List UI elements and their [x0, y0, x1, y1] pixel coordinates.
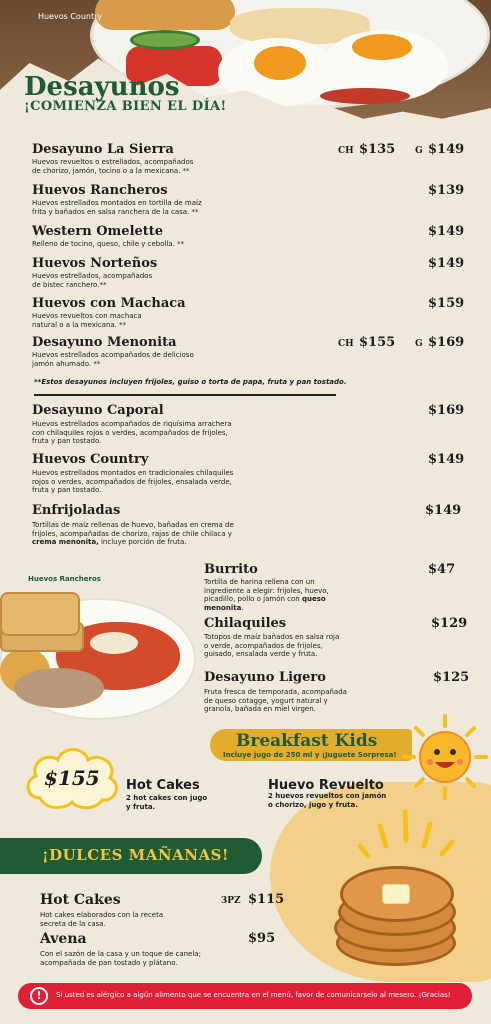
- kids-item-desc: 2 hot cakes con jugo y fruta.: [126, 794, 208, 811]
- kids-subtitle: Incluye jugo de 250 ml y ¡Juguete Sorpresa!: [223, 751, 397, 759]
- egg-image: [90, 632, 138, 654]
- menu-item-desc: Relleno de tocino, queso, chile y cebolla. **: [32, 240, 185, 248]
- bread-image: [95, 0, 235, 30]
- kids-item-name: Hot Cakes: [126, 778, 200, 793]
- size-label-g: G: [415, 339, 423, 349]
- toast-image: [0, 592, 80, 636]
- menu-item-price: $47: [428, 562, 456, 577]
- menu-item-name: Desayuno Ligero: [204, 670, 326, 685]
- egg-yolk-image: [254, 46, 306, 80]
- menu-item-name: Hot Cakes: [40, 892, 121, 908]
- menu-item-name: Huevos Country: [32, 452, 149, 467]
- size-label-ch: CH: [338, 146, 354, 156]
- menu-item-name: Desayuno La Sierra: [32, 142, 174, 157]
- menu-item-desc: Huevos revueltos o estrellados, acompañados de chorizo, jamón, tocino o a la mexicana. **: [32, 158, 194, 175]
- menu-item-price: $149: [428, 452, 465, 467]
- menu-item-desc: Huevos estrellados acompañados de delicioso jamón ahumado. **: [32, 351, 194, 368]
- menu-item-price: $115: [248, 892, 285, 907]
- menu-item-desc: Huevos estrellados montados en tortilla de maíz frita y bañados en salsa ranchera de la casa. **: [32, 199, 202, 216]
- menu-item-desc: Con el sazón de la casa y un toque de canela; acompañada de pan tostado y plátano.: [40, 950, 201, 967]
- price-ch: $135: [359, 142, 396, 157]
- menu-item-name: Huevos con Machaca: [32, 296, 186, 311]
- menu-item-price: $139: [428, 183, 465, 198]
- menu-item-desc: Tortillas de maíz rellenas de huevo, bañadas en crema de frijoles, acompañadas de chorizo, rajas de chile chilaca y crema menonita, incluye porción de fruta.: [32, 521, 234, 546]
- menu-item-price: $149: [428, 224, 465, 239]
- menu-item-price: $159: [428, 296, 465, 311]
- kids-item-desc: 2 huevos revueltos con jamón o chorizo, jugo y fruta.: [268, 792, 387, 809]
- divider: [34, 394, 336, 396]
- allergy-text: Si usted es alérgico a algún alimento que se encuentra en el menú, favor de comunicarselo al mesero. ¡Gracias!: [56, 991, 451, 999]
- cucumber-image: [130, 30, 200, 50]
- beans-image: [14, 668, 104, 708]
- menu-item-desc: Totopos de maíz bañados en salsa roja o verde, acompañados de frijoles, guisado, ensalada verde y fruta.: [204, 633, 340, 658]
- menu-item-name: Western Omelette: [32, 224, 164, 239]
- menu-item-name: Huevos Rancheros: [32, 183, 168, 198]
- menu-item-name: Burrito: [204, 562, 258, 577]
- menu-item-name: Desayuno Caporal: [32, 403, 164, 418]
- size-label-ch: CH: [338, 339, 354, 349]
- kids-title: Breakfast Kids: [236, 731, 378, 751]
- menu-item-desc: Huevos estrellados, acompañados de bistec ranchero.**: [32, 272, 153, 289]
- size-label: 3PZ: [221, 896, 241, 906]
- kids-item-name: Huevo Revuelto: [268, 778, 384, 793]
- menu-item-price: $125: [433, 670, 470, 685]
- egg-yolk-image: [352, 34, 412, 60]
- menu-item-desc: Hot cakes elaborados con la receta secreta de la casa.: [40, 911, 164, 928]
- photo-caption: Huevos Rancheros: [28, 575, 101, 583]
- menu-item-desc: Huevos estrellados montados en tradicionales chilaquiles rojos o verdes, acompañados de frijoles, ensalada verde, fruta y pan tostado.: [32, 469, 234, 494]
- kids-price: $155: [44, 766, 100, 790]
- menu-item-desc: Huevos estrellados acompañados de riquísima arrachera con chilaquiles rojos o verdes, acompañados de frijoles, fruta y pan tostado.: [32, 420, 232, 445]
- warning-icon: !: [30, 987, 48, 1005]
- menu-item-price: $149: [425, 503, 462, 518]
- sun-icon: [400, 712, 490, 802]
- menu-item-desc: Huevos revueltos con machaca natural o a la mexicana. **: [32, 312, 142, 329]
- price-ch: $155: [359, 335, 396, 350]
- menu-item-name: Desayuno Menonita: [32, 335, 177, 350]
- menu-item-desc: Tortilla de harina rellena con un ingrediente a elegir: frijoles, huevo, picadillo, pollo o jamón con queso menonita.: [204, 578, 329, 612]
- size-label-g: G: [415, 146, 423, 156]
- sauce-image: [320, 88, 410, 104]
- menu-item-name: Huevos Norteños: [32, 256, 158, 271]
- menu-item-price: $95: [248, 931, 276, 946]
- brand-label: Huevos Country: [38, 12, 103, 21]
- menu-item-price: $169: [428, 403, 465, 418]
- menu-item-desc: Fruta fresca de temporada, acompañada de queso cotagge, yogurt natural y granola, bañada en miel virgen.: [204, 688, 347, 713]
- menu-item-price: $149: [428, 256, 465, 271]
- pancake-rays-icon: [350, 806, 460, 866]
- page-title: Desayunos: [24, 72, 180, 102]
- price-g: $149: [428, 142, 465, 157]
- menu-item-price: $129: [431, 616, 468, 631]
- butter-image: [382, 884, 410, 904]
- section-title: ¡DULCES MAÑANAS!: [42, 846, 230, 864]
- menu-item-name: Enfrijoladas: [32, 503, 121, 518]
- menu-item-name: Chilaquiles: [204, 616, 287, 631]
- price-g: $169: [428, 335, 465, 350]
- menu-item-name: Avena: [40, 931, 87, 947]
- includes-note: **Estos desayunos incluyen frijoles, guiso o torta de papa, fruta y pan tostado.: [34, 378, 347, 386]
- page-subtitle: ¡COMIENZA BIEN EL DÍA!: [24, 99, 227, 114]
